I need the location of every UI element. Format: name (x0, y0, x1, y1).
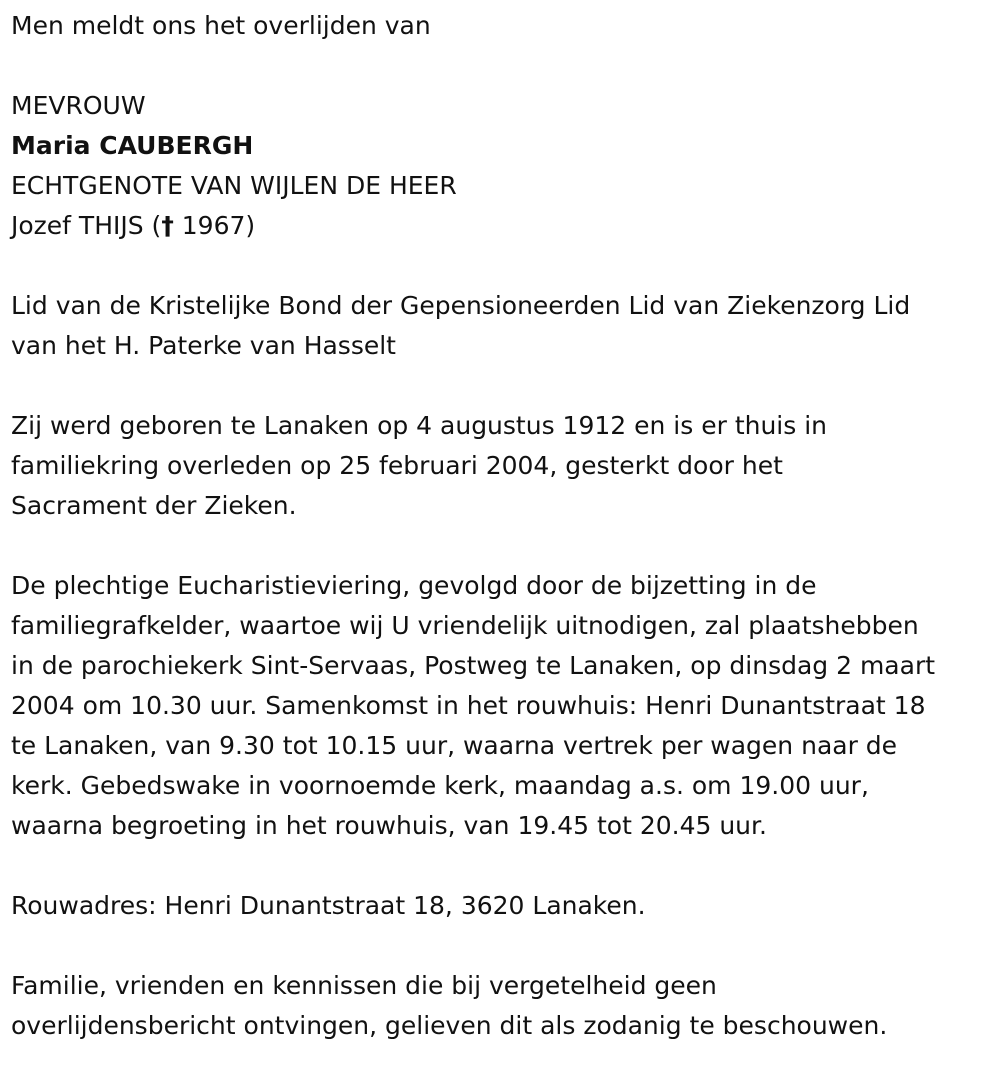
deceased-title: MEVROUW (11, 91, 146, 120)
spouse-line (11, 206, 991, 246)
spouse-name: Jozef THIJS ( (11, 211, 162, 240)
mourning-address: Rouwadres: Henri Dunantstraat 18, 3620 Lanaken. (11, 891, 646, 920)
spacer (11, 846, 991, 886)
ceremony-line: De plechtige Eucharistieviering, gevolgd door de bijzetting in de (11, 571, 817, 600)
closing-paragraph (11, 966, 991, 1046)
spacer (11, 246, 991, 286)
ceremony-line: kerk. Gebedswake in voornoemde kerk, maandag a.s. om 19.00 uur, (11, 771, 869, 800)
birth-death-line: Sacrament der Zieken. (11, 491, 297, 520)
spacer (11, 46, 991, 86)
ceremony-line: 2004 om 10.30 uur. Samenkomst in het rouwhuis: Henri Dunantstraat 18 (11, 691, 926, 720)
ceremony-line: in de parochiekerk Sint-Servaas, Postweg te Lanaken, op dinsdag 2 maart (11, 651, 936, 680)
spouse-death-year: 1967) (173, 211, 256, 240)
memberships-line: van het H. Paterke van Hasselt (11, 331, 396, 360)
memberships-line: Lid van de Kristelijke Bond der Gepensioneerden Lid van Ziekenzorg Lid (11, 291, 911, 320)
birth-death-line: familiekring overleden op 25 februari 2004, gesterkt door het (11, 451, 783, 480)
ceremony-line: te Lanaken, van 9.30 tot 10.15 uur, waarna vertrek per wagen naar de (11, 731, 898, 760)
birth-death-paragraph (11, 406, 991, 526)
ceremony-paragraph (11, 566, 991, 846)
spacer (11, 366, 991, 406)
memberships-paragraph (11, 286, 991, 366)
cross-icon: † (161, 211, 174, 240)
ceremony-line: familiegrafkelder, waartoe wij U vriendelijk uitnodigen, zal plaatshebben (11, 611, 919, 640)
birth-death-line: Zij werd geboren te Lanaken op 4 augustus 1912 en is er thuis in (11, 411, 828, 440)
intro-text: Men meldt ons het overlijden van (11, 11, 431, 40)
closing-line: overlijdensbericht ontvingen, gelieven dit als zodanig te beschouwen. (11, 1011, 888, 1040)
closing-line: Familie, vrienden en kennissen die bij vergetelheid geen (11, 971, 717, 1000)
spacer (11, 926, 991, 966)
death-notice (11, 6, 991, 1046)
spouse-label: ECHTGENOTE VAN WIJLEN DE HEER (11, 171, 457, 200)
ceremony-line: waarna begroeting in het rouwhuis, van 19.45 tot 20.45 uur. (11, 811, 767, 840)
deceased-name: Maria CAUBERGH (11, 131, 254, 160)
spacer (11, 526, 991, 566)
